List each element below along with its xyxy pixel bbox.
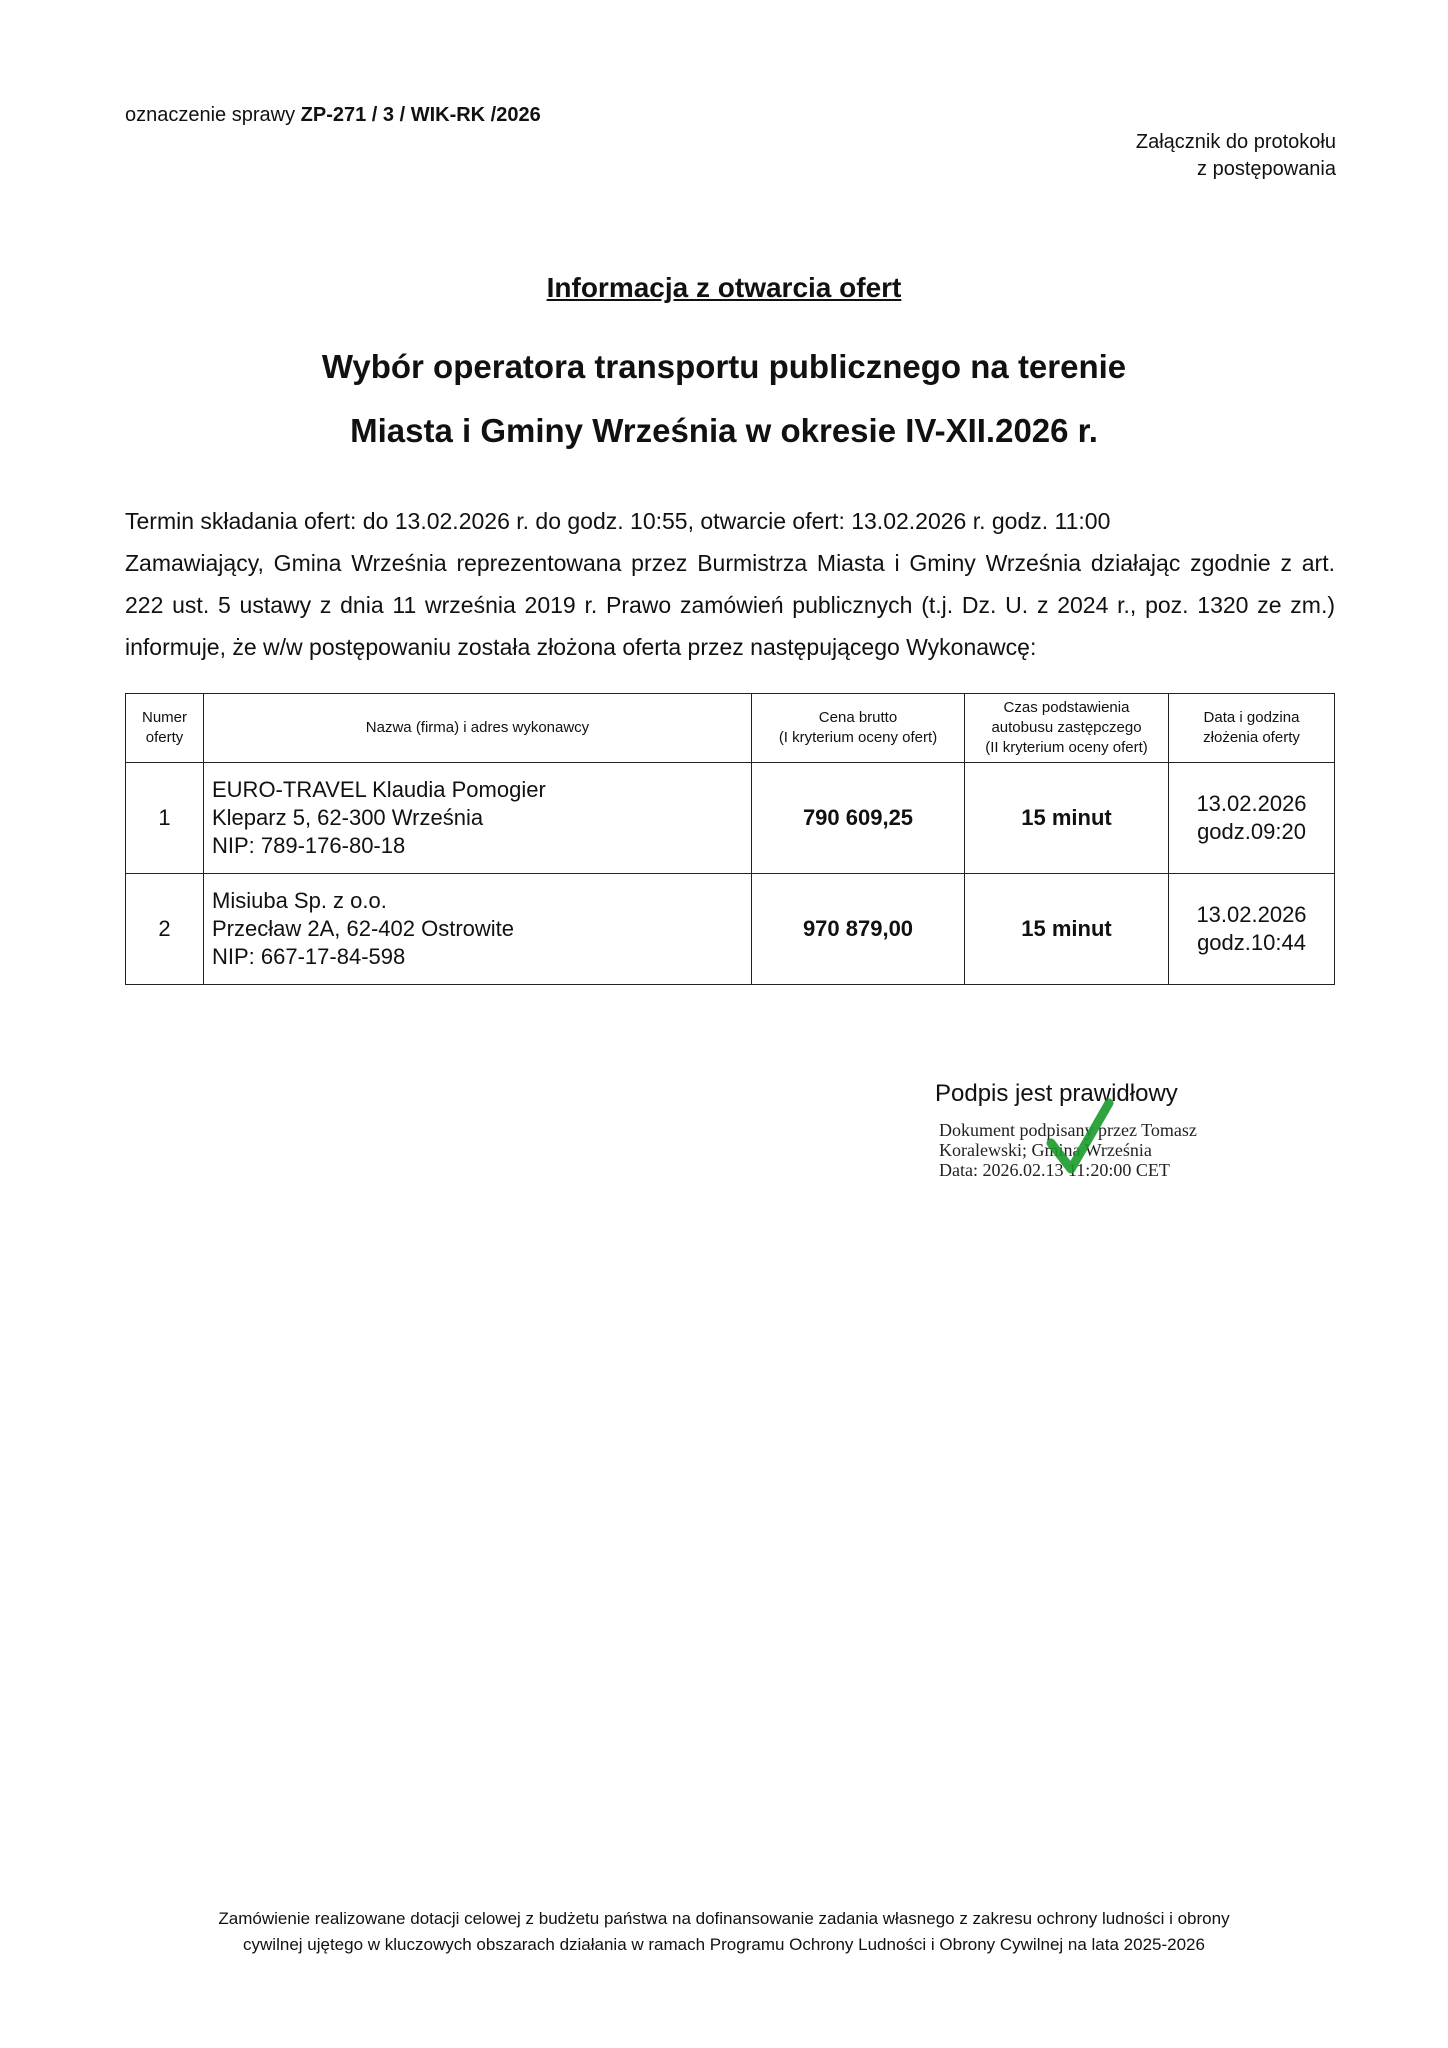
offer-contractor <box>204 763 752 874</box>
signature-line-3: Data: 2026.02.13 11:20:00 CET <box>939 1160 1170 1180</box>
case-number: ZP-271 / 3 / WIK-RK /2026 <box>300 104 541 126</box>
offer-contractor <box>204 874 752 985</box>
offer-date-hour: godz.10:44 <box>1197 930 1306 955</box>
checkmark-icon <box>1045 1095 1115 1185</box>
case-label: oznaczenie sprawy <box>125 104 296 126</box>
contractor-name: EURO-TRAVEL Klaudia Pomogier <box>212 777 546 802</box>
offer-time: 15 minut <box>965 874 1169 985</box>
signature-line-2: Koralewski; Gmina Września <box>939 1140 1152 1160</box>
document-title <box>0 335 1448 463</box>
header-date: Data i godzina złożenia oferty <box>1169 694 1335 763</box>
footer-line-1: Zamówienie realizowane dotacji celowej z budżetu państwa na dofinansowanie zadania własnego z zakresu ochrony ludności i obrony <box>218 1909 1230 1928</box>
offer-price: 970 879,00 <box>752 874 965 985</box>
electronic-signature <box>935 1080 1265 1200</box>
intro-text <box>125 500 1335 668</box>
offers-table <box>125 693 1335 985</box>
offer-number: 1 <box>126 763 204 874</box>
table-row <box>126 874 1335 985</box>
offer-date <box>1169 763 1335 874</box>
offer-price: 790 609,25 <box>752 763 965 874</box>
case-reference <box>125 104 541 127</box>
offer-time: 15 minut <box>965 763 1169 874</box>
attachment-note <box>1136 129 1336 183</box>
header-number: Numer oferty <box>126 694 204 763</box>
signature-status: Podpis jest prawidłowy <box>935 1080 1178 1107</box>
attachment-line-2: z postępowania <box>1197 158 1336 180</box>
header-price: Cena brutto (I kryterium oceny ofert) <box>752 694 965 763</box>
offer-date-day: 13.02.2026 <box>1196 791 1307 816</box>
contractor-name: Misiuba Sp. z o.o. <box>212 888 387 913</box>
title-line-1: Wybór operatora transportu publicznego na terenie <box>321 348 1127 385</box>
contractor-nip: NIP: 789-176-80-18 <box>212 833 406 858</box>
attachment-line-1: Załącznik do protokołu <box>1135 131 1336 153</box>
funding-footer <box>110 1906 1338 1958</box>
contractor-address: Przecław 2A, 62-402 Ostrowite <box>212 916 515 941</box>
intro-paragraph: Zamawiający, Gmina Września reprezentowana przez Burmistrza Miasta i Gminy Września działając zgodnie z art. 222 ust. 5 ustawy z dnia 11 września 2019 r. Prawo zamówień publicznych (t.j. Dz. U. z 2024 r., poz. 1320 ze zm.) informuje, że w/w postępowaniu została złożona oferta przez następującego Wykonawcę: <box>125 550 1335 660</box>
signature-line-1: Dokument podpisany przez Tomasz <box>939 1120 1197 1140</box>
footer-line-2: cywilnej ujętego w kluczowych obszarach działania w ramach Programu Ochrony Ludności i Obrony Cywilnej na lata 2025-2026 <box>243 1935 1205 1954</box>
offer-date-hour: godz.09:20 <box>1197 819 1306 844</box>
table-row <box>126 763 1335 874</box>
header-name: Nazwa (firma) i adres wykonawcy <box>204 694 752 763</box>
contractor-address: Kleparz 5, 62-300 Września <box>212 805 484 830</box>
offer-date-day: 13.02.2026 <box>1196 902 1307 927</box>
offer-date <box>1169 874 1335 985</box>
offer-number: 2 <box>126 874 204 985</box>
header-time: Czas podstawienia autobusu zastępczego (II kryterium oceny ofert) <box>965 694 1169 763</box>
title-line-2: Miasta i Gminy Września w okresie IV-XII.2026 r. <box>350 412 1098 449</box>
checkmark-stroke <box>1051 1103 1109 1169</box>
deadline-line: Termin składania ofert: do 13.02.2026 r. do godz. 10:55, otwarcie ofert: 13.02.2026 r. godz. 11:00 <box>125 508 1111 534</box>
table-header-row <box>126 694 1335 763</box>
document-heading: Informacja z otwarcia ofert <box>546 272 902 303</box>
contractor-nip: NIP: 667-17-84-598 <box>212 944 406 969</box>
